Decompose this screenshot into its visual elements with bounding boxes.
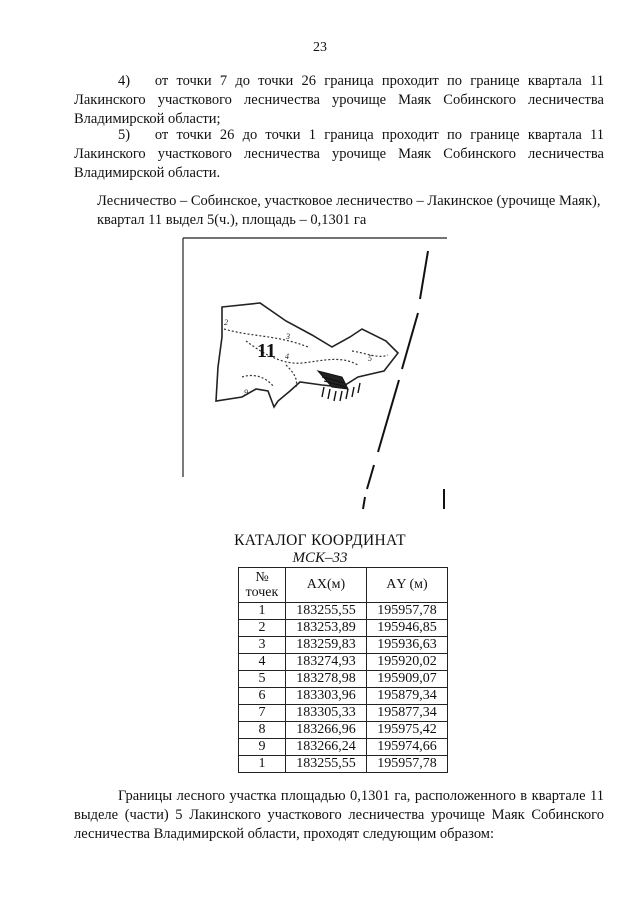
- x-value: 183266,24: [286, 739, 367, 756]
- x-value: 183259,83: [286, 637, 367, 654]
- coordinates-table: [238, 567, 448, 773]
- y-value: 195957,78: [367, 756, 448, 773]
- y-value: 195974,66: [367, 739, 448, 756]
- point-number: 3: [239, 637, 286, 654]
- y-value: 195879,34: [367, 688, 448, 705]
- boundary-description: [74, 787, 604, 844]
- section-header: Лесничество – Собинское, участковое лесничество – Лакинское (урочище Маяк), квартал 11 выдел 5(ч.), площадь – 0,1301 га: [97, 193, 601, 228]
- point-number: 6: [239, 688, 286, 705]
- point-number: 1: [239, 603, 286, 620]
- point-number: 5: [239, 671, 286, 688]
- table-row: [239, 705, 448, 722]
- x-value: 183305,33: [286, 705, 367, 722]
- catalog-subtitle: МСК–33: [292, 550, 348, 566]
- point-number: 9: [239, 739, 286, 756]
- table-row: [239, 637, 448, 654]
- vydel-label-9: 9: [244, 388, 248, 397]
- header-y: АY (м): [367, 568, 448, 603]
- hatched-plot: [318, 371, 348, 389]
- boundary-description-text: Границы лесного участка площадью 0,1301 га, расположенного в квартале 11 выделе (части) 5 Лакинского участкового лесничества урочище Маяк Собинского лесничества Владимирской области, проходят следующим образом:: [74, 788, 604, 842]
- table-row: [239, 654, 448, 671]
- point-number: 2: [239, 620, 286, 637]
- vydel-label-3: 3: [286, 332, 290, 341]
- y-value: 195957,78: [367, 603, 448, 620]
- vydel-label-5: 5: [368, 354, 372, 363]
- table-row: [239, 620, 448, 637]
- table-row: [239, 671, 448, 688]
- y-value: 195936,63: [367, 637, 448, 654]
- item-5-text: от точки 26 до точки 1 граница проходит по границе квартала 11 Лакинского участкового лесничества урочище Маяк Собинского лесничества Владимирской области.: [74, 127, 605, 181]
- x-value: 183303,96: [286, 688, 367, 705]
- division-lines: [224, 329, 388, 387]
- x-value: 183278,98: [286, 671, 367, 688]
- y-value: 195946,85: [367, 620, 448, 637]
- page-number: 23: [313, 40, 327, 55]
- y-value: 195920,02: [367, 654, 448, 671]
- plot-map: [182, 237, 448, 512]
- quarter-number: 11: [257, 340, 276, 362]
- table-row: [239, 739, 448, 756]
- x-value: 183255,55: [286, 756, 367, 773]
- y-value: 195975,42: [367, 722, 448, 739]
- point-number: 7: [239, 705, 286, 722]
- quarter-boundary-line: [363, 251, 444, 509]
- point-number: 4: [239, 654, 286, 671]
- x-value: 183266,96: [286, 722, 367, 739]
- x-value: 183274,93: [286, 654, 367, 671]
- boundary-item-5: [74, 126, 604, 183]
- y-value: 195877,34: [367, 705, 448, 722]
- header-point-no: № точек: [239, 568, 286, 603]
- item-5-marker: 5): [118, 127, 131, 143]
- table-row: [239, 722, 448, 739]
- y-value: 195909,07: [367, 671, 448, 688]
- vydel-label-4: 4: [285, 352, 289, 361]
- point-number: 1: [239, 756, 286, 773]
- item-4-marker: 4): [118, 73, 131, 89]
- header-x: АХ(м): [286, 568, 367, 603]
- x-value: 183253,89: [286, 620, 367, 637]
- point-number: 8: [239, 722, 286, 739]
- vydel-label-2: 2: [224, 318, 228, 327]
- map-frame: [183, 238, 447, 477]
- boundary-item-4: [74, 72, 604, 129]
- table-row: [239, 756, 448, 773]
- table-row: [239, 688, 448, 705]
- table-row: [239, 603, 448, 620]
- x-value: 183255,55: [286, 603, 367, 620]
- catalog-title: КАТАЛОГ КООРДИНАТ: [234, 532, 406, 549]
- item-4-text: от точки 7 до точки 26 граница проходит по границе квартала 11 Лакинского участкового лесничества урочище Маяк Собинского лесничества Владимирской области;: [74, 73, 605, 127]
- table-header-row: [239, 568, 448, 603]
